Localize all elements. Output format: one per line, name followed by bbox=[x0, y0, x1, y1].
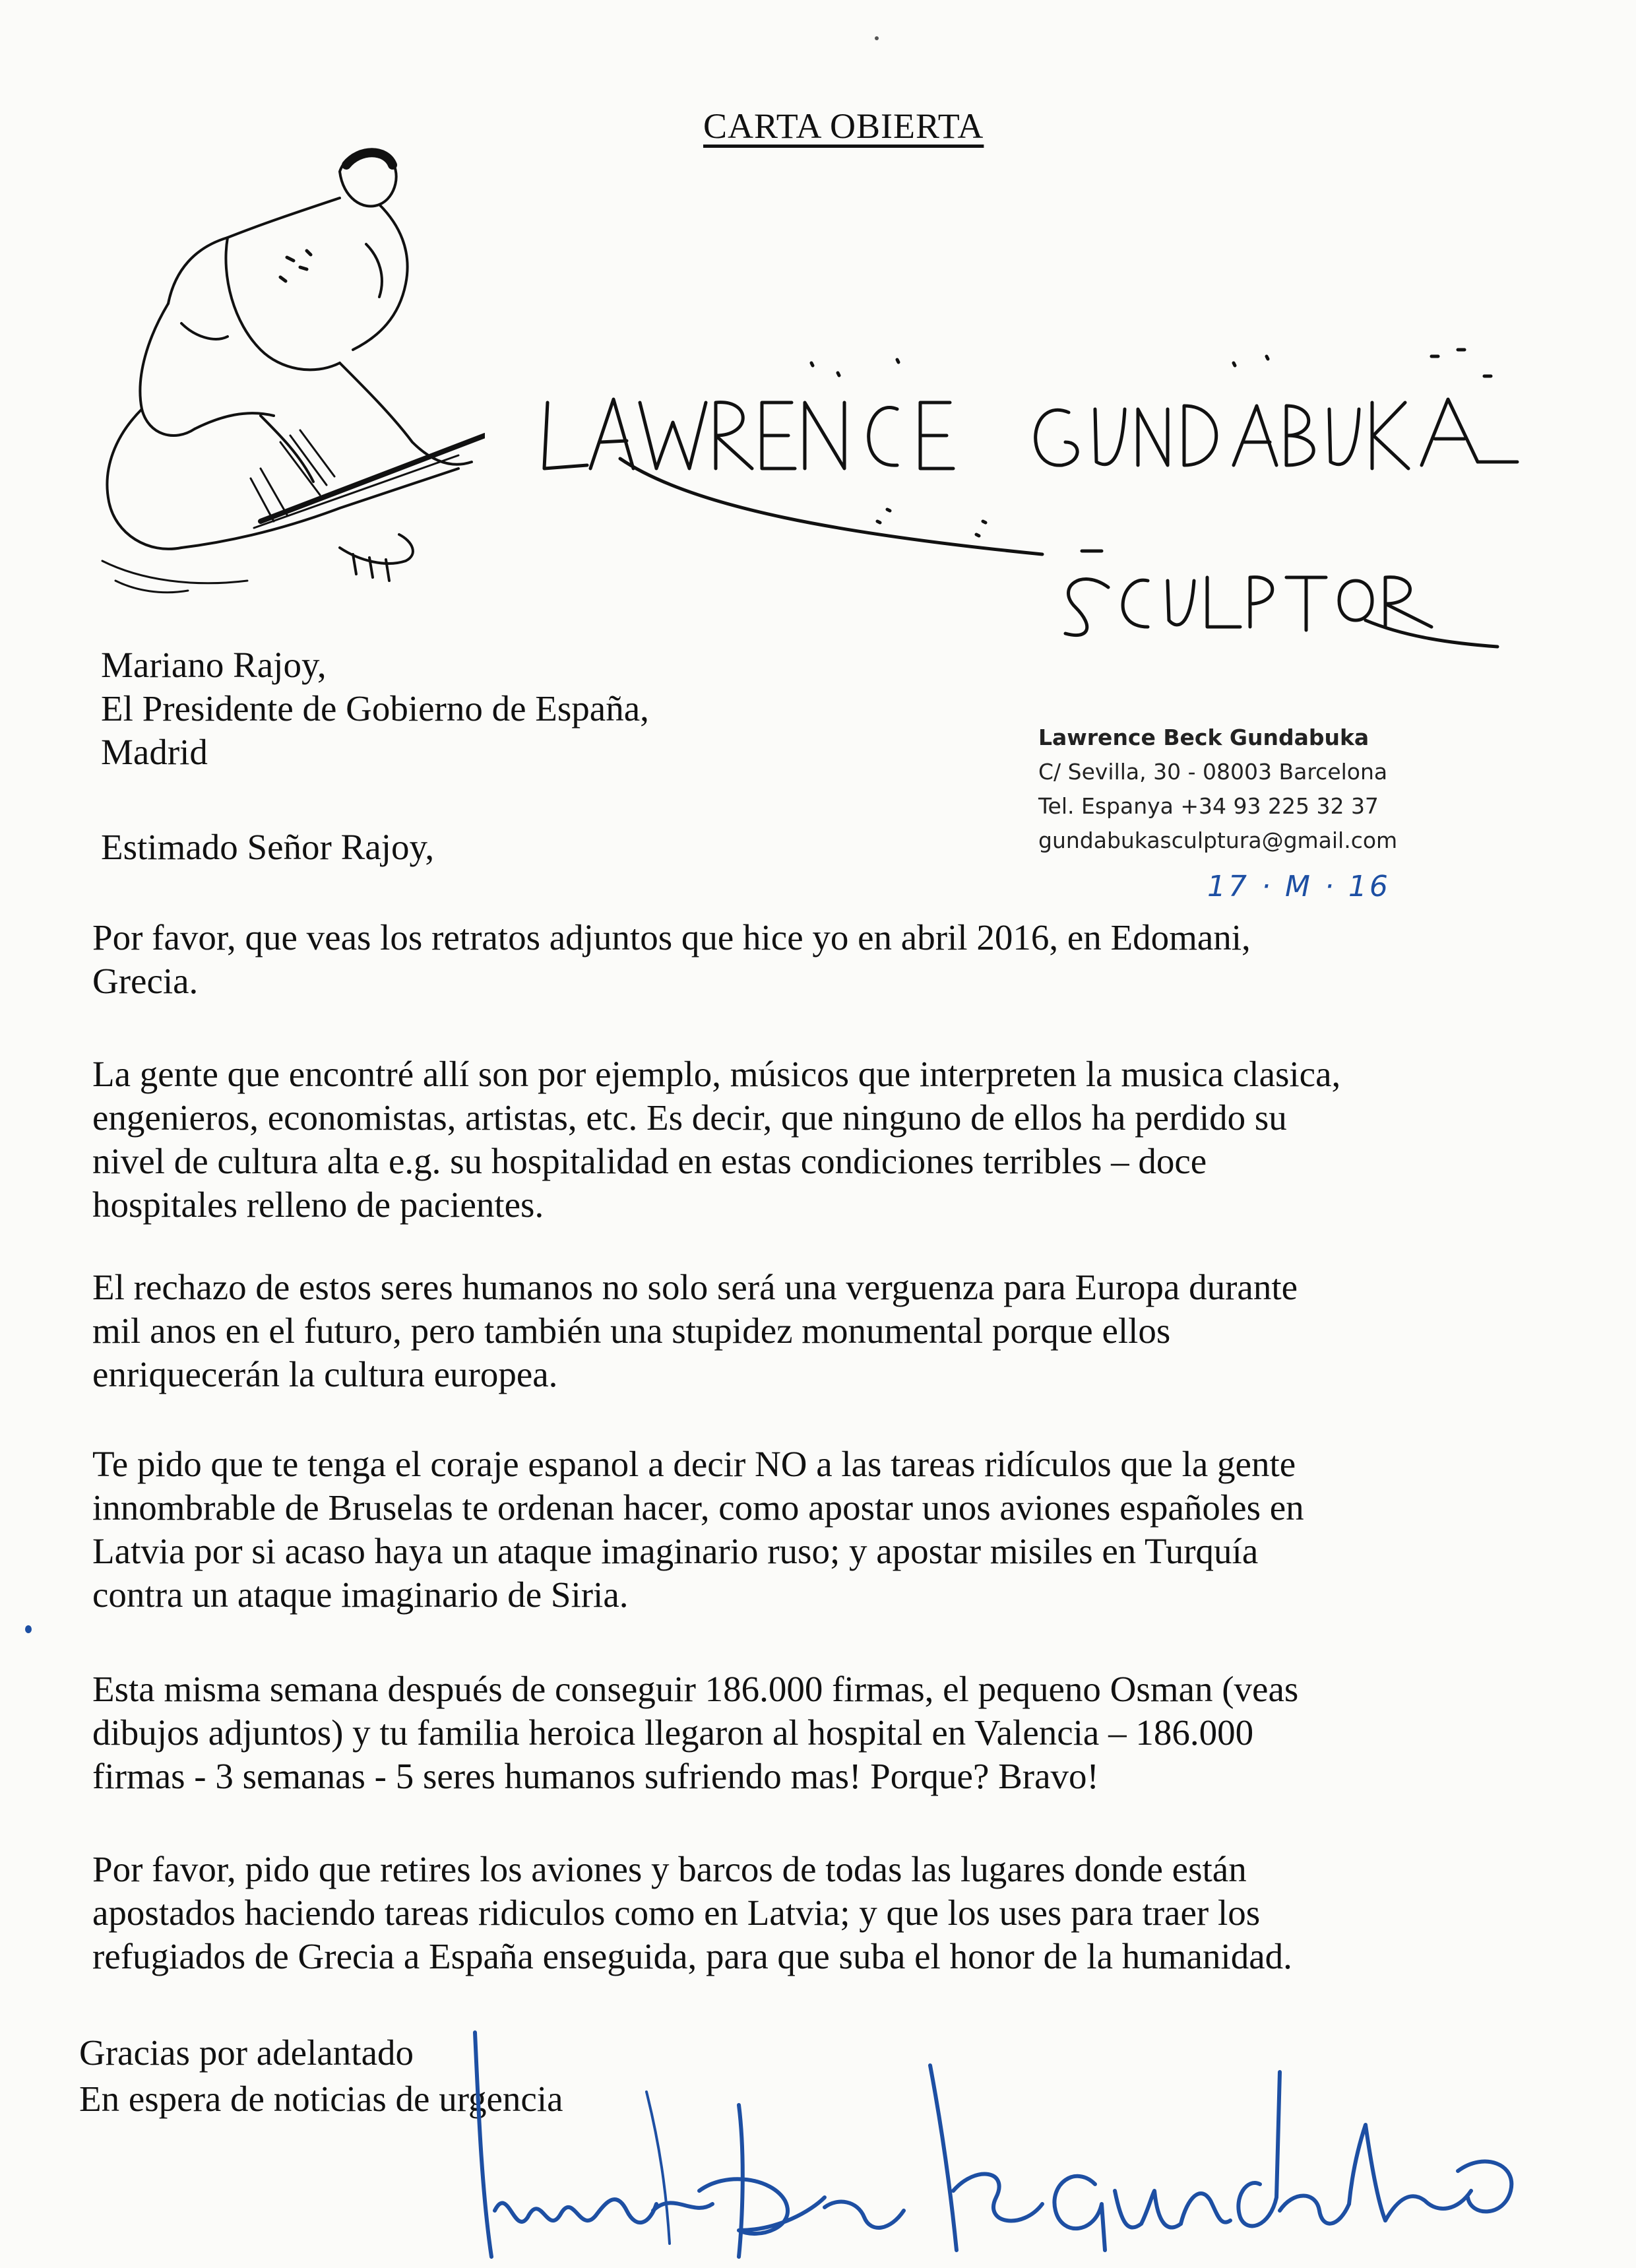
paragraph-1 bbox=[92, 916, 1412, 1003]
paragraph-line: Grecia. bbox=[92, 961, 199, 1001]
recipient-block bbox=[101, 643, 649, 774]
paragraph-line: El rechazo de estos seres humanos no solo será una verguenza para Europa durante bbox=[92, 1267, 1298, 1307]
paper-mark bbox=[875, 36, 879, 40]
paragraph-line: hospitales relleno de pacientes. bbox=[92, 1184, 544, 1225]
closing-urgency: En espera de noticias de urgencia bbox=[79, 2079, 563, 2119]
handwritten-signature bbox=[429, 1973, 1550, 2263]
paragraph-line: Por favor, que veas los retratos adjuntos que hice yo en abril 2016, en Edomani, bbox=[92, 917, 1251, 957]
sender-address: C/ Sevilla, 30 - 08003 Barcelona bbox=[1038, 759, 1388, 785]
paragraph-line: enriquecerán la cultura europea. bbox=[92, 1354, 558, 1394]
paragraph-line: Te pido que te tenga el coraje espanol a decir NO a las tareas ridículos que la gente bbox=[92, 1444, 1296, 1484]
handwritten-sculptor-name bbox=[528, 337, 1530, 680]
paragraph-line: nivel de cultura alta e.g. su hospitalidad en estas condiciones terribles – doce bbox=[92, 1141, 1207, 1181]
paragraph-6 bbox=[92, 1848, 1412, 1978]
paragraph-line: mil anos en el futuro, pero también una stupidez monumental porque ellos bbox=[92, 1311, 1171, 1351]
ink-dot-mark bbox=[25, 1625, 32, 1633]
sender-name: Lawrence Beck Gundabuka bbox=[1038, 725, 1369, 750]
paragraph-line: apostados haciendo tareas ridiculos como en Latvia; y que los uses para traer los bbox=[92, 1893, 1261, 1933]
paragraph-line: contra un ataque imaginario de Siria. bbox=[92, 1574, 629, 1615]
paragraph-line: La gente que encontré allí son por ejemplo, músicos que interpreten la musica clasica, bbox=[92, 1054, 1341, 1094]
paragraph-line: refugiados de Grecia a España enseguida, para que suba el honor de la humanidad. bbox=[92, 1936, 1292, 1976]
recipient-city: Madrid bbox=[101, 732, 208, 772]
sender-email: gundabukasculptura@gmail.com bbox=[1038, 827, 1398, 853]
paragraph-line: innombrable de Bruselas te ordenan hacer, como apostar unos aviones españoles en bbox=[92, 1487, 1304, 1528]
handwritten-date: 17 · M · 16 bbox=[1207, 870, 1391, 903]
paragraph-3 bbox=[92, 1266, 1412, 1396]
paragraph-line: dibujos adjuntos) y tu familia heroica llegaron al hospital en Valencia – 186.000 bbox=[92, 1712, 1254, 1753]
sender-block bbox=[1038, 721, 1397, 858]
recipient-title: El Presidente de Gobierno de España, bbox=[101, 688, 649, 729]
salutation: Estimado Señor Rajoy, bbox=[101, 827, 435, 867]
paragraph-line: Esta misma semana después de conseguir 186.000 firmas, el pequeno Osman (veas bbox=[92, 1669, 1299, 1709]
recipient-name: Mariano Rajoy, bbox=[101, 645, 327, 685]
paragraph-2 bbox=[92, 1053, 1412, 1227]
sender-phone: Tel. Espanya +34 93 225 32 37 bbox=[1038, 793, 1379, 819]
paragraph-line: engenieros, economistas, artistas, etc. Es decir, que ninguno de ellos ha perdido su bbox=[92, 1097, 1287, 1138]
letter-title: CARTA OBIERTA bbox=[703, 106, 984, 146]
paragraph-5 bbox=[92, 1668, 1412, 1798]
paragraph-line: Latvia por si acaso haya un ataque imaginario ruso; y apostar misiles en Turquía bbox=[92, 1531, 1259, 1571]
paragraph-4 bbox=[92, 1442, 1412, 1617]
paragraph-line: Por favor, pido que retires los aviones y barcos de todas las lugares donde están bbox=[92, 1849, 1247, 1889]
sculpture-sketch-illustration bbox=[63, 125, 485, 600]
closing-thanks: Gracias por adelantado bbox=[79, 2032, 414, 2073]
paragraph-line: firmas - 3 semanas - 5 seres humanos sufriendo mas! Porque? Bravo! bbox=[92, 1756, 1099, 1796]
